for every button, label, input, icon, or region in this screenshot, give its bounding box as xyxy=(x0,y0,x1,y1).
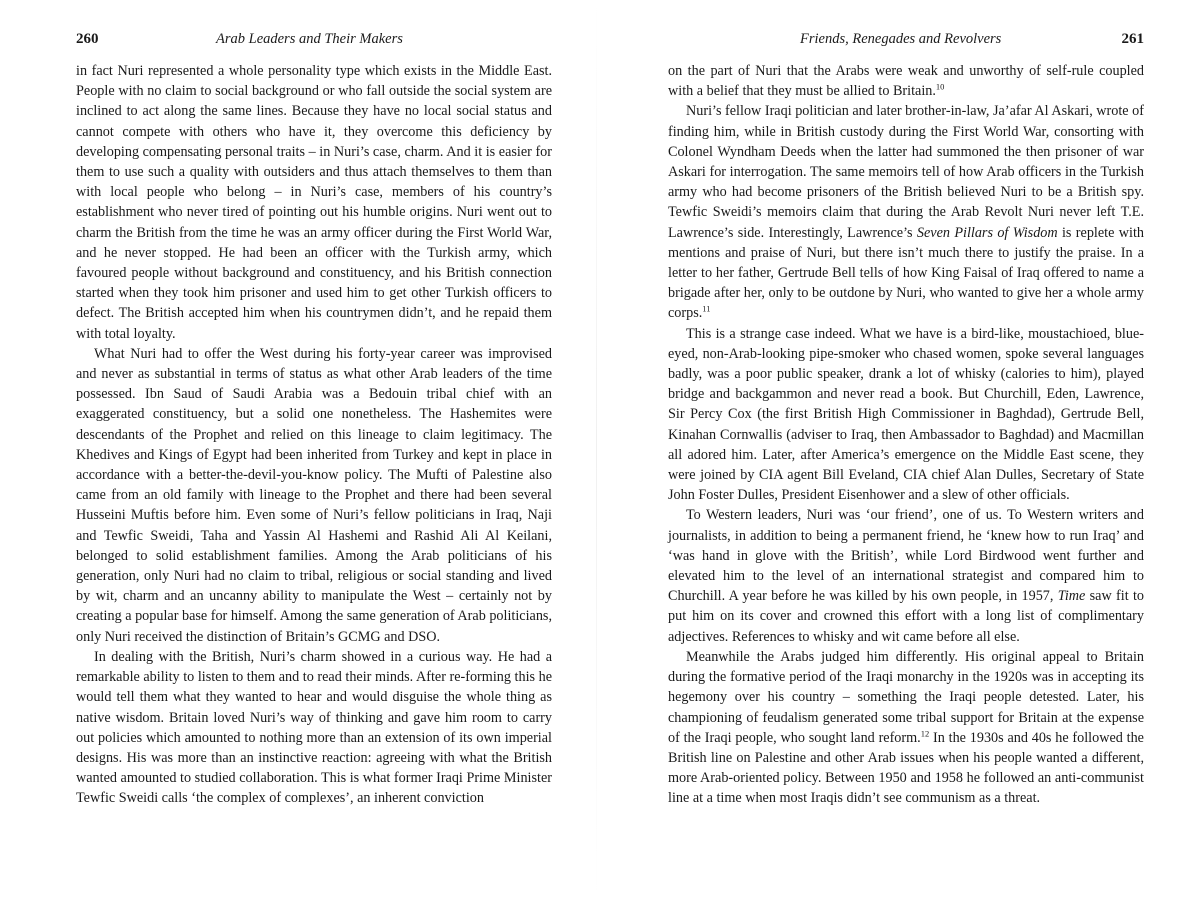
text-run: in fact Nuri represented a whole personality type which exists in the Middle East. People with no claim to social background or who fall outside the social system are inclined to act along the same lines. Because they have no local social status and cannot compete with others who have it, they overcome this deficiency by developing compensating personal traits – in Nuri’s case, charm. And it is easier for them to use such a quality with outsiders and thus attach themselves to them than with local people who belong – in Nuri’s case, members of his country’s establishment who never tired of pointing out his humble origins. Nuri went out to charm the British from the time he was an army officer during the First World War, and he never stopped. He had been an officer with the Turkish army, which favoured people without background and constituency, and his British connection started when they took him prisoner and used him to get other Turkish officers to defect. The British accepted him when his countrymen didn’t, and he repaid them with total loyalty. xyxy=(76,63,552,342)
italic-title: Time xyxy=(1057,588,1086,605)
paragraph xyxy=(76,61,552,344)
right-page xyxy=(668,26,1144,809)
page-gutter xyxy=(596,0,597,898)
chapter-title-header: Friends, Renegades and Revolvers xyxy=(800,31,1002,47)
page-number: 261 xyxy=(1121,31,1144,47)
text-run: In the 1930s and 40s he followed the British line on Palestine and other Arab issues when his people wanted a different, more Arab-oriented policy. Between 1950 and 1958 he followed an anti-communist line at a time when most Iraqis didn’t see communism as a threat. xyxy=(668,729,1144,807)
paragraph xyxy=(76,647,552,809)
paragraph xyxy=(668,61,1144,101)
left-running-head xyxy=(76,26,552,52)
text-run: on the part of Nuri that the Arabs were weak and unworthy of self-rule coupled with a belief that they must be allied to Britain. xyxy=(668,63,1144,100)
footnote-marker: 11 xyxy=(702,303,711,314)
text-run: What Nuri had to offer the West during his forty-year career was improvised and never as substantial in terms of status as what other Arab leaders of the time possessed. Ibn Saud of Saudi Arabia was a Bedouin tribal chief with an exaggerated constituency, but a solid one nonetheless. The Hashemites were descendants of the Prophet and relied on this lineage to claim legitimacy. The Khedives and Kings of Egypt had been inherited from Turkey and kept in place in accordance with a better-the-devil-you-know policy. The Mufti of Palestine also came from an old family with lineage to the Prophet and there had been several Husseini Muftis before him. Even some of Nuri’s fellow politicians in Iraq, Naji and Tewfic Sweidi, Taha and Yassin Al Hashemi and Rashid Ali Al Keilani, belonged to solid establishment families. Among the Arab politicians of his generation, only Nuri had no claim to tribal, religious or social standing and lived by wit, charm and an uncanny ability to manipulate the West – certainly not by creating a popular base for himself. Among the same generation of Arab politicians, only Nuri received the distinction of Britain’s GCMG and DSO. xyxy=(76,345,552,645)
left-body-text xyxy=(76,61,552,809)
text-run: Meanwhile the Arabs judged him differently. His original appeal to Britain during the formative period of the Iraqi monarchy in the 1920s was in accepting its hegemony over his country – something the Iraqi people detested. Later, his championing of feudalism generated some tribal support for Britain at the expense of the Iraqi people, who sought land reform. xyxy=(668,648,1144,746)
italic-title: Seven Pillars of Wisdom xyxy=(916,224,1058,241)
paragraph xyxy=(76,344,552,647)
text-run: This is a strange case indeed. What we have is a bird-like, moustachioed, blue-eyed, non-Arab-looking pipe-smoker who chased women, spoke several languages badly, was a poor public speaker, drank a lot of whisky (calories to him), played bridge and backgammon and never read a book. But Churchill, Eden, Lawrence, Sir Percy Cox (the first British High Commissioner in Baghdad), Gertrude Bell, Kinahan Cornwallis (adviser to Iraq, then Ambassador to Baghdad) and Macmillan all adored him. Later, after America’s emergence on the Middle East scene, they were joined by CIA agent Bill Eveland, CIA chief Alan Dulles, Secretary of State John Foster Dulles, President Eisenhower and a slew of other officials. xyxy=(668,325,1144,504)
text-run: To Western leaders, Nuri was ‘our friend’, one of us. To Western writers and journalists, in addition to being a permanent friend, he ‘knew how to run Iraq’ and ‘was hand in glove with the British’, while Lord Birdwood went further and elevated him to the level of an international strategist and compared him to Churchill. A year before he was killed by his own people, in 1957, xyxy=(668,507,1144,605)
right-body-text xyxy=(668,61,1144,809)
right-running-head xyxy=(668,26,1144,52)
paragraph xyxy=(668,324,1144,506)
paragraph xyxy=(668,505,1144,646)
page-number: 260 xyxy=(76,31,99,47)
paragraph xyxy=(668,647,1144,809)
footnote-marker: 10 xyxy=(935,81,945,92)
footnote-marker: 12 xyxy=(920,727,930,738)
text-run: saw fit to put him on its cover and crowned this effort with a long list of complimentary adjectives. References to whisky and wit came before all else. xyxy=(668,588,1144,645)
book-title-header: Arab Leaders and Their Makers xyxy=(216,31,403,47)
text-run: is replete with mentions and praise of Nuri, but there isn’t much there to justify the praise. In a letter to her father, Gertrude Bell tells of how King Faisal of Iraq offered to name a brigade after her, only to be outdone by Nuri, who wanted to give her a whole army corps. xyxy=(668,224,1144,322)
left-page xyxy=(76,26,552,809)
paragraph xyxy=(668,101,1144,323)
text-run: In dealing with the British, Nuri’s charm showed in a curious way. He had a remarkable ability to listen to them and to read their minds. After re-forming this he would tell them what they wanted to hear and would disguise the whole thing as native wisdom. Britain loved Nuri’s way of thinking and gave him room to carry out policies which amounted to nothing more than an extension of its own imperial designs. His was more than an instinctive reaction: agreeing with what the British wanted amounted to studied collaboration. This is what former Iraqi Prime Minister Tewfic Sweidi calls ‘the complex of complexes’, an inherent conviction xyxy=(76,648,552,807)
text-run: Nuri’s fellow Iraqi politician and later brother-in-law, Ja’afar Al Askari, wrote of finding him, while in British custody during the First World War, consorting with Colonel Wyndham Deeds when the latter had summoned the then prisoner of war Askari for interrogation. The same memoirs tell of how Arab officers in the Turkish army who had become prisoners of the British believed Nuri to be a British spy. Tewfic Sweidi’s memoirs claim that during the Arab Revolt Nuri never left T.E. Lawrence’s side. Interestingly, Lawrence’s xyxy=(668,103,1144,241)
